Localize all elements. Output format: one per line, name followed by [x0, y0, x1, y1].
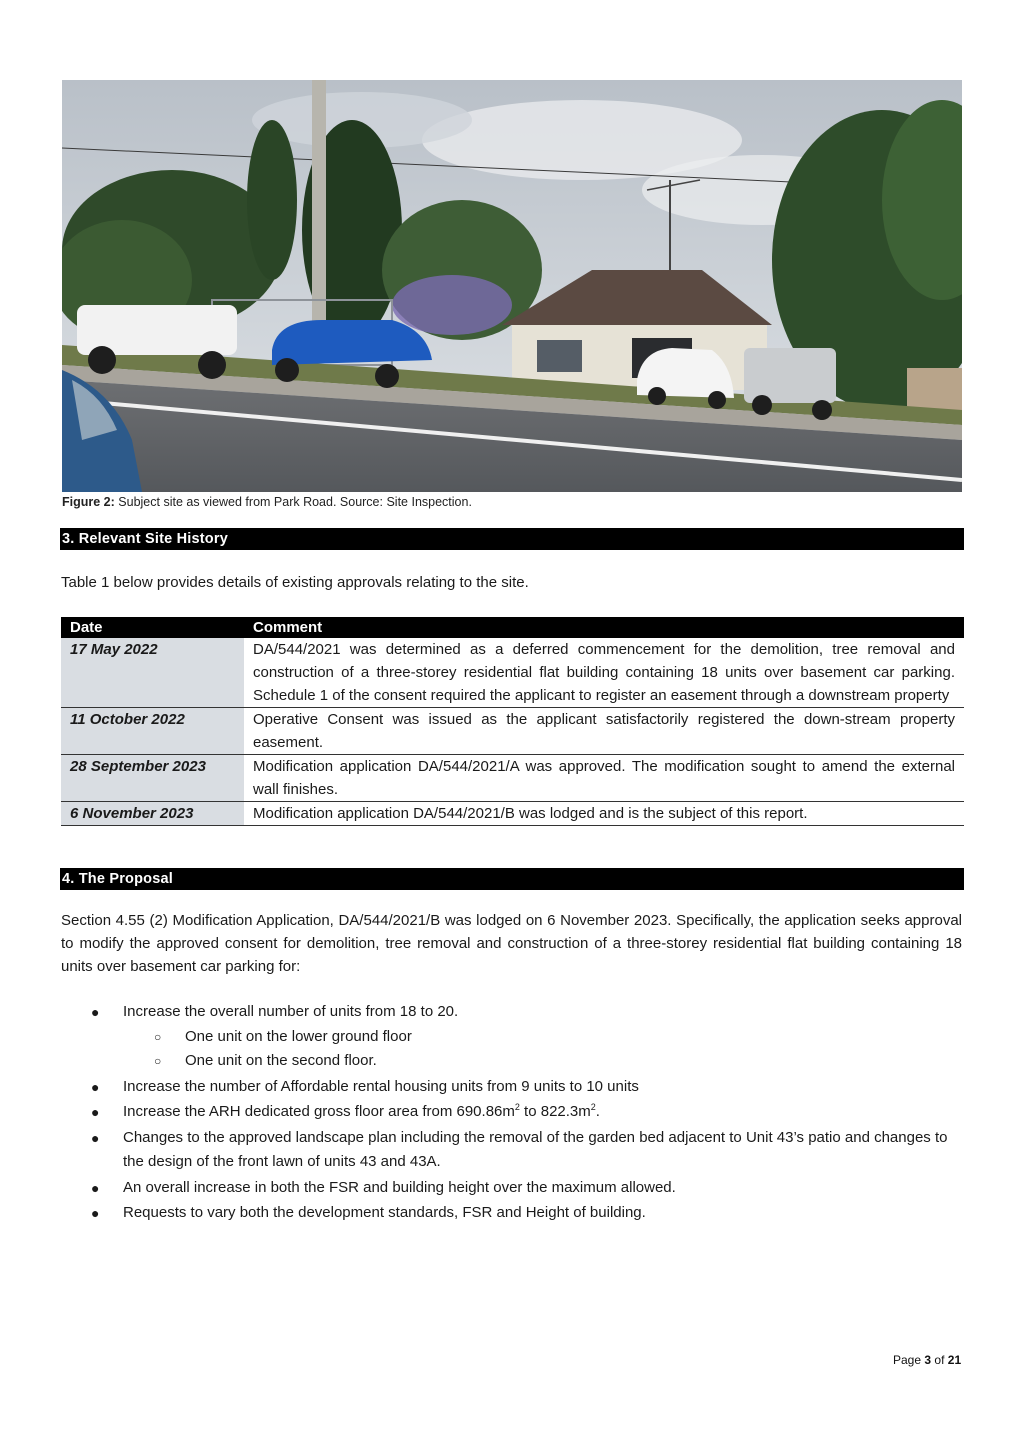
list-item-text: Increase the number of Affordable rental housing units from 9 units to 10 units — [123, 1077, 639, 1095]
list-item — [62, 1176, 962, 1201]
site-history-table — [61, 617, 964, 826]
sub-bullet-icon: ○ — [154, 1029, 162, 1044]
sub-list-item-text: One unit on the lower ground floor — [185, 1027, 412, 1045]
section-4-intro: Section 4.55 (2) Modification Application, DA/544/2021/B was lodged on 6 November 2023. Specifically, the application seeks approval to modify the approved consent for demolition, tree removal and construction of a three-storey residential flat building containing 18 units over basement car parking for: — [61, 912, 962, 975]
row-comment: Operative Consent was issued as the applicant satisfactorily registered the down-stream property easement. — [244, 708, 964, 755]
row-comment: Modification application DA/544/2021/B was lodged and is the subject of this report. — [244, 802, 964, 826]
list-item-text: Increase the ARH dedicated gross floor area from 690.86m — [123, 1103, 515, 1120]
row-comment: DA/544/2021 was determined as a deferred commencement for the demolition, tree removal and construction of a three-storey residential flat building containing 18 units over basement car parking. Schedule 1 of the consent required the applicant to register an easement through a downstream property — [244, 638, 964, 708]
page-word: Page — [893, 1353, 922, 1367]
list-item-text: An overall increase in both the FSR and building height over the maximum allowed. — [123, 1178, 676, 1196]
sub-list — [123, 1025, 962, 1074]
list-item — [62, 1000, 962, 1074]
list-item-text: to 822.3m — [519, 1103, 591, 1120]
list-item — [62, 1075, 962, 1100]
row-date: 6 November 2023 — [61, 802, 244, 826]
bullet-icon: ● — [91, 1004, 100, 1020]
list-item-text: Changes to the approved landscape plan including the removal of the garden bed adjacent to Unit 43’s patio and changes to the design of the front lawn of units 43 and 43A. — [123, 1128, 948, 1170]
sub-list-item-text: One unit on the second floor. — [185, 1052, 377, 1069]
sub-list-item — [123, 1049, 962, 1074]
list-item — [62, 1100, 962, 1125]
row-date: 17 May 2022 — [61, 638, 244, 708]
column-header-comment: Comment — [244, 617, 964, 638]
bullet-icon: ● — [91, 1205, 100, 1221]
figure-caption-text: Subject site as viewed from Park Road. Source: Site Inspection. — [118, 495, 472, 509]
site-photo-illustration — [62, 80, 962, 492]
proposal-list — [62, 1000, 962, 1227]
column-header-date: Date — [61, 617, 244, 638]
total-pages: 21 — [947, 1353, 962, 1367]
table-row — [61, 802, 964, 826]
list-item — [62, 1201, 962, 1226]
table-row — [61, 708, 964, 755]
bullet-icon: ● — [91, 1104, 100, 1120]
figure-label: Figure 2: — [62, 495, 115, 509]
current-page: 3 — [924, 1353, 932, 1367]
sub-list-item — [123, 1025, 962, 1050]
bullet-icon: ● — [91, 1179, 100, 1196]
table-row — [61, 638, 964, 708]
table-header-row — [61, 617, 964, 638]
superscript: 2 — [590, 1102, 596, 1112]
section-4-heading: 4. The Proposal — [60, 868, 964, 890]
of-word: of — [934, 1353, 945, 1367]
page-number — [893, 1353, 961, 1367]
list-item — [62, 1126, 962, 1175]
table-row — [61, 755, 964, 802]
bullet-icon: ● — [91, 1129, 100, 1146]
row-comment: Modification application DA/544/2021/A was approved. The modification sought to amend the external wall finishes. — [244, 755, 964, 802]
sub-bullet-icon: ○ — [154, 1054, 162, 1068]
superscript: 2 — [514, 1102, 520, 1112]
list-item-text: Increase the overall number of units from 18 to 20. — [123, 1003, 459, 1020]
section-3-heading: 3. Relevant Site History — [60, 528, 964, 550]
row-date: 28 September 2023 — [61, 755, 244, 802]
bullet-icon: ● — [91, 1078, 100, 1095]
figure-caption — [62, 495, 472, 509]
list-item-text: Requests to vary both the development standards, FSR and Height of building. — [123, 1204, 646, 1221]
row-date: 11 October 2022 — [61, 708, 244, 755]
site-photo — [62, 80, 962, 492]
list-item-text: . — [595, 1103, 600, 1120]
section-3-intro: Table 1 below provides details of existing approvals relating to the site. — [61, 574, 529, 591]
